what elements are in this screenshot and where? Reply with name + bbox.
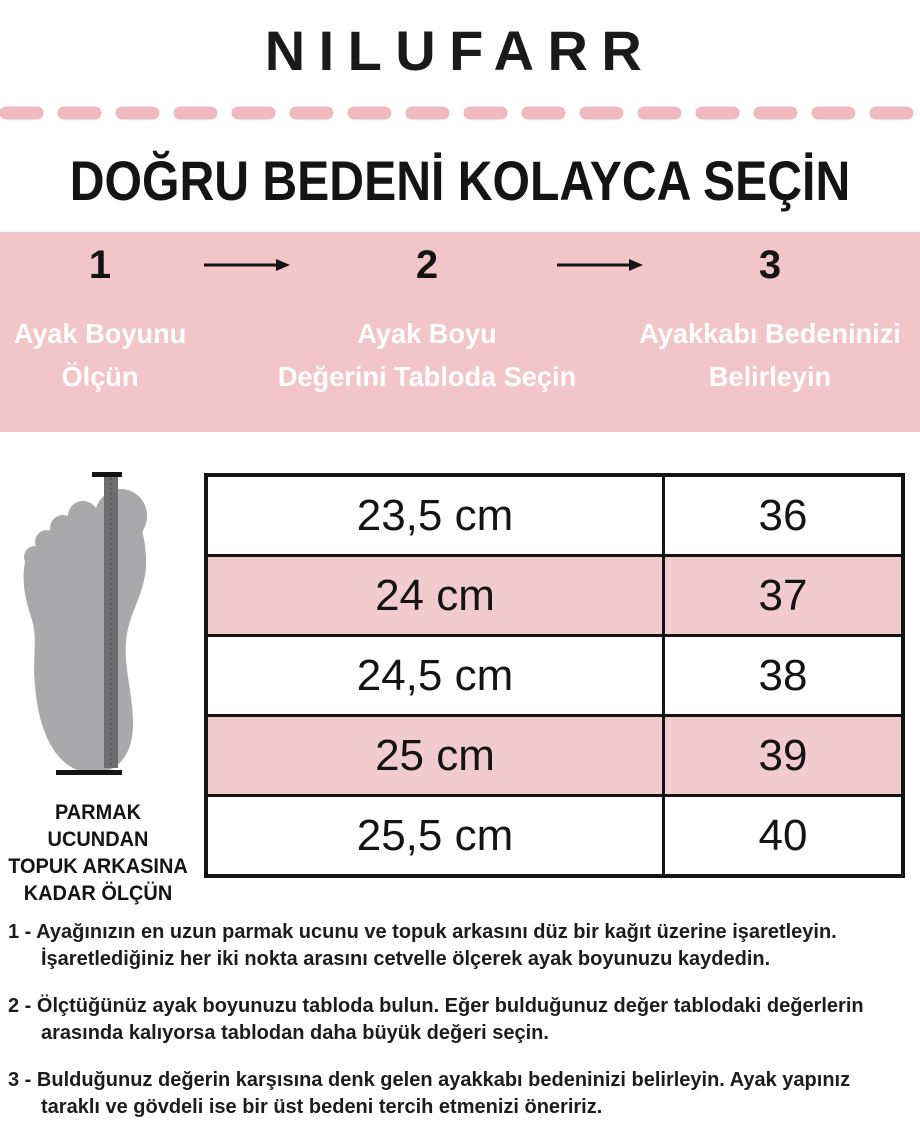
measure-top-tick [92, 472, 122, 477]
table-row [206, 556, 903, 636]
shoe-size-cell: 36 [664, 475, 904, 556]
table-row [206, 636, 903, 716]
shoe-size-cell: 40 [664, 796, 904, 877]
brand-logo-text: NILUFARR [264, 19, 656, 82]
instructions [8, 919, 914, 1124]
foot-length-cell: 25 cm [206, 716, 664, 796]
step-number-2: 2 [415, 243, 439, 287]
step-label-find-in-table: Ayak Boyu Değerini Tabloda Seçin [277, 318, 577, 392]
page-title: DOĞRU BEDENİ KOLAYCA SEÇİN [69, 149, 851, 212]
step-label-measure-foot: Ayak Boyunu Ölçün [13, 318, 187, 392]
table-row [206, 475, 903, 556]
shoe-size-cell: 38 [664, 636, 904, 716]
foot-length-cell: 25,5 cm [206, 796, 664, 877]
foot-length-cell: 23,5 cm [206, 475, 664, 556]
step-number-1: 1 [88, 243, 112, 287]
foot-caption: PARMAK UCUNDAN TOPUK ARKASINA KADAR ÖLÇÜN [8, 801, 188, 905]
instruction-step-1: 1 - Ayağınızın en uzun parmak ucunu ve topuk arkasını düz bir kağıt üzerine işaretleyin. İşaretlediğiniz her iki nokta arasını cetvelle ölçerek ayak boyunuzu kaydedin. [8, 921, 837, 970]
measure-bottom-tick [56, 770, 122, 775]
instruction-step-2: 2 - Ölçtüğünüz ayak boyunuzu tabloda bulun. Eğer bulduğunuz değer tablodaki değerlerin arasında kalıyorsa tablodan daha büyük değeri seçin. [8, 995, 864, 1044]
foot-measure-illustration [20, 470, 156, 786]
table-row [206, 716, 903, 796]
steps-band [0, 232, 920, 432]
instruction-step-3: 3 - Bulduğunuz değerin karşısına denk gelen ayakkabı bedeninizi belirleyin. Ayak yapınız taraklı ve gövdeli ise bir üst bedeni tercih etmenizi öneririz. [8, 1069, 851, 1118]
foot-length-cell: 24 cm [206, 556, 664, 636]
dashed-divider [0, 104, 920, 122]
step-label-choose-size: Ayakkabı Bedeninizi Belirleyin [639, 318, 901, 392]
shoe-size-cell: 39 [664, 716, 904, 796]
shoe-size-cell: 37 [664, 556, 904, 636]
table-row [206, 796, 903, 877]
foot-silhouette [24, 489, 147, 773]
step-number-3: 3 [758, 243, 782, 287]
foot-length-cell: 24,5 cm [206, 636, 664, 716]
size-table [204, 473, 905, 878]
